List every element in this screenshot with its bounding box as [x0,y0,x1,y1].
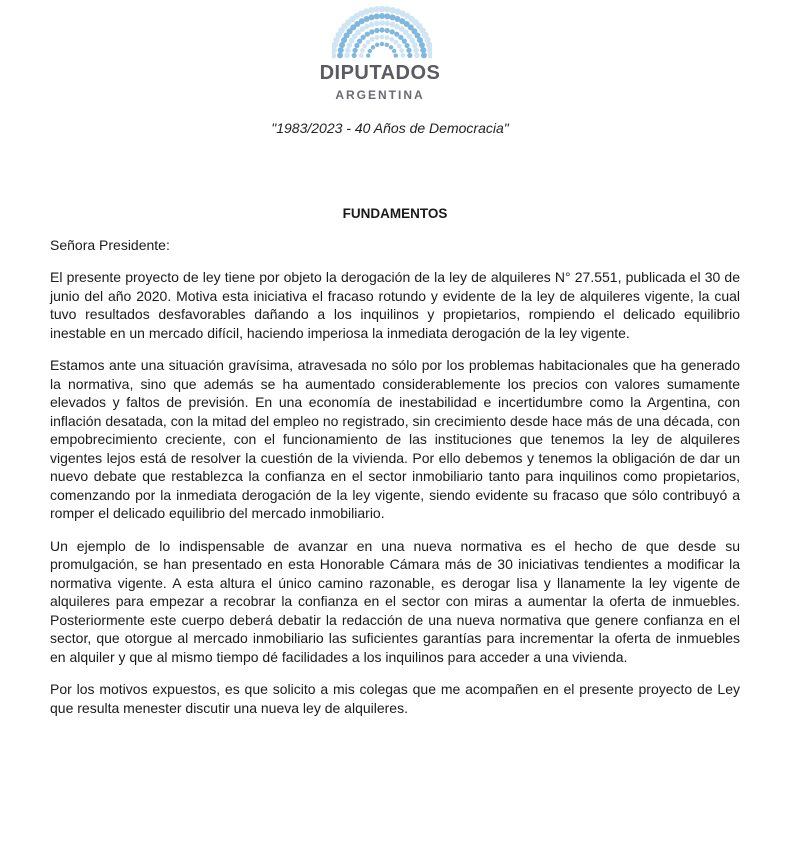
paragraph: Por los motivos expuestos, es que solicito a mis colegas que me acompañen en el presente proyecto de Ley que resulta menester discutir una nueva ley de alquileres. [50,681,740,716]
emblem-dot [369,22,375,28]
emblem-dot [360,48,365,53]
emblem-dot [402,39,407,44]
logo-country: ARGENTINA [335,88,425,102]
emblem-dot [412,42,418,48]
paragraph: El presente proyecto de ley tiene por objeto la derogación de la ley de alquileres N° 27.551, publicada el 30 de junio del año 2020. Motiva esta iniciativa el fracaso rotundo y evidente de la ley de alquileres vigente, la cual tuvo resultados desfavorables dañando a los inquilinos y propietarios, rompiendo el delicado equilibrio inestable en un mercado difícil, haciendo imperiosa la inmediata derogación de la ley vigente. [50,269,740,341]
emblem-dot [399,48,404,53]
emblem-dot [344,53,350,59]
emblem-dot [406,48,411,53]
emblem-dot [384,13,390,19]
emblem-dot [379,27,384,32]
emblem-dot [380,35,385,40]
motto: "1983/2023 - 40 Años de Democracia" [271,120,509,136]
emblem-dot [419,42,425,48]
emblem-dot [414,53,420,59]
emblem-dot [384,21,390,27]
emblem-dot [369,14,375,20]
emblem-dot [380,42,384,46]
document-body [50,205,740,731]
emblem-dot [420,47,426,53]
emblem-dot [365,32,370,37]
emblem-dot [389,37,394,42]
emblem-dot [345,47,351,53]
document-header [0,0,790,140]
emblem-dot [337,52,343,58]
salutation: Señora Presidente: [50,236,170,253]
emblem-dot [374,13,380,19]
emblem-dot [374,21,380,27]
paragraph: Un ejemplo de lo indispensable de avanzar en una nueva normativa es el hecho de que desde su promulgación, se han presentado en esta Honorable Cámara más de 30 iniciativas tendientes a modificar la normativa vigente. A esta altura el único camino razonable, es derogar lisa y llanamente la ley vigente de alquileres para empezar a recobrar la confianza en el sector con miras a aumentar la oferta de inmuebles. Posteriormente este cuerpo deberá debatir la redacción de una nueva normativa que genere confianza en el sector, que otorgue al mercado inmobiliario las suficientes garantías para incrementar la oferta de inmuebles en alquiler y que al mismo tiempo dé facilidades a los inquilinos para acceder a una vivienda. [50,537,740,665]
emblem-dot [366,40,371,45]
emblem-dot [368,49,372,53]
emblem-dot [390,22,396,28]
logo-name: DIPUTADOS [319,62,441,84]
emblem-dot [362,44,367,49]
emblem-dot [354,43,359,48]
emblem-dot [361,35,366,40]
emblem-dot [394,53,398,57]
emblem-dot [404,43,409,48]
emblem-dot [371,45,375,49]
emblem-dot [394,32,399,37]
emblem-dot [397,44,402,49]
emblem-dot [374,28,379,33]
emblem-dot [352,48,357,53]
emblem-dot [352,53,357,58]
emblem-dot [407,53,412,58]
emblem-dot [389,45,393,49]
emblem-dot [375,43,379,47]
emblem-dot [400,53,405,58]
emblem-dot [413,47,419,53]
emblem-dot [338,47,344,53]
diputados-emblem-icon [332,4,432,60]
emblem-dot [375,35,380,40]
emblem-dot [369,29,374,34]
page-title: FUNDAMENTOS [342,206,448,221]
emblem-dot [379,13,385,19]
emblem-dot [421,52,427,58]
emblem-dot [392,49,396,53]
emblem-dot [366,53,370,57]
emblem-dot [370,37,375,42]
emblem-dot [359,53,364,58]
emblem-dot [390,29,395,34]
emblem-dot [364,24,370,30]
emblem-dot [379,20,385,26]
emblem-dot [385,35,390,40]
emblem-dot [385,28,390,33]
emblem-dot [428,52,432,58]
emblem-dot [385,43,389,47]
emblem-dot [394,40,399,45]
paragraph: Estamos ante una situación gravísima, atravesada no sólo por los problemas habitacionales que ha generado la normativa, sino que además se ha aumentado considerablemente los precios con valores sumamente elevados y faltos de previsión. En una economía de inestabilidad e incertidumbre como la Argentina, con inflación desatada, con la mitad del empleo no registrado, sin crecimiento desde hace más de una década, con empobrecimiento creciente, con el funcionamiento de las instituciones que tenemos la ley de alquileres vigentes lejos está de resolver la cuestión de la vivienda. Por ello debemos y tenemos la obligación de dar un nuevo debate que restablezca la confianza en el sector inmobiliario tanto para inquilinos como propietarios, comenzando por la inmediata derogación de la ley vigente, siendo evidente su fracaso que sólo contribuyó a romper el delicado equilibrio del mercado inmobiliario. [50,357,740,521]
